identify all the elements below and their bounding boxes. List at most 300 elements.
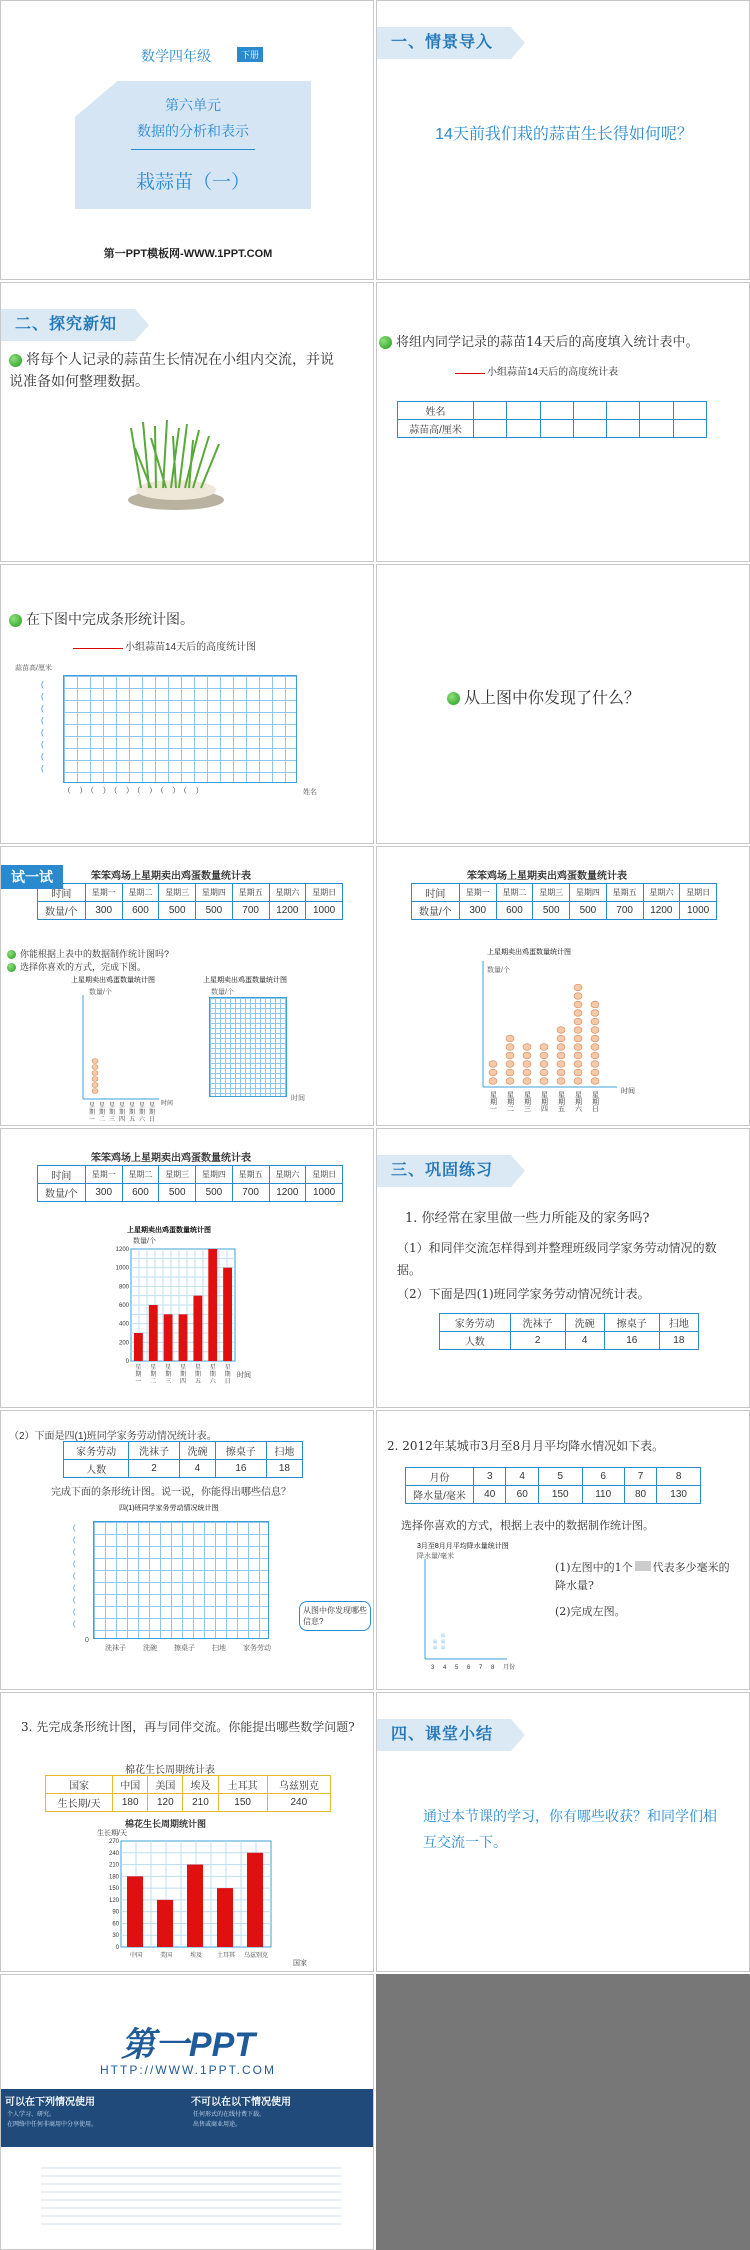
egg-value: 1200: [269, 1184, 306, 1202]
cotton-chart-title: 棉花生长周期统计图: [125, 1819, 207, 1829]
y-tick-label: 270: [108, 1839, 119, 1845]
bullet-icon: [9, 354, 22, 367]
bar: [193, 1296, 202, 1361]
egg-day: 星期日: [680, 884, 717, 902]
egg-value: 500: [196, 902, 233, 920]
x-tick-label: 3: [431, 1665, 435, 1671]
egg-icon: [574, 1078, 582, 1085]
slide-practice[interactable]: [376, 1128, 750, 1408]
egg-pictograph-small: [79, 995, 199, 1125]
slide-intro[interactable]: [376, 0, 750, 280]
practice-p2: （2）下面是四(1)班同学家务劳动情况统计表。: [397, 1287, 650, 1301]
slide-try[interactable]: [0, 846, 374, 1126]
x-tick-label: 星期日: [224, 1365, 231, 1385]
chores-table: [439, 1313, 699, 1350]
egg-icon: [523, 1061, 531, 1068]
egg-icon: [591, 1027, 599, 1034]
grade-label: 数学四年级: [141, 48, 211, 64]
egg-day: 星期一: [85, 1166, 122, 1184]
egg-qty-header: 数量/个: [38, 1184, 86, 1202]
chores-col: 洗碗: [565, 1314, 604, 1332]
chores-col: 扫地: [266, 1442, 302, 1460]
pictograph-title: 上星期卖出鸡蛋数量统计图: [487, 949, 571, 956]
egg-icon: [591, 1001, 599, 1008]
record-text: 将组内同学记录的蒜苗14天后的高度填入统计表中。: [396, 335, 699, 350]
summary-text: 通过本节课的学习，你有哪些收获？和同学们相互交流一下。: [423, 1808, 717, 1850]
blank-grid-small: [209, 997, 287, 1097]
rain-cell: 80: [624, 1486, 656, 1504]
rain-cell: 150: [538, 1486, 582, 1504]
egg-qty-header: 数量/个: [38, 902, 86, 920]
egg-day: 星期二: [496, 884, 533, 902]
svg-text:雨: 雨: [433, 1645, 437, 1650]
egg-time-header: 时间: [412, 884, 460, 902]
chores-val: 4: [565, 1332, 604, 1350]
egg-icon: [574, 1010, 582, 1017]
egg-day: 星期四: [570, 884, 607, 902]
link-list: [41, 2161, 341, 2231]
chores-col: 洗袜子: [510, 1314, 565, 1332]
egg-table-title: 笨笨鸡场上星期卖出鸡蛋数量统计表: [91, 1153, 251, 1164]
practice-p1: （1）和同伴交流怎样得到并整理班级同学家务劳动情况的数据。: [397, 1241, 717, 1277]
egg-value: 500: [196, 1184, 233, 1202]
egg-icon: [591, 1052, 599, 1059]
egg-icon: [557, 1078, 565, 1085]
slide-bar-exercise[interactable]: [0, 564, 374, 844]
slide-rainfall[interactable]: [376, 1410, 750, 1690]
chores-val: 16: [216, 1460, 267, 1478]
cotton-col: 土耳其: [218, 1776, 267, 1794]
egg-day: 星期三: [533, 884, 570, 902]
egg-value: 1200: [643, 902, 680, 920]
egg-day: 星期六: [269, 1166, 306, 1184]
slide-summary[interactable]: [376, 1692, 750, 1972]
egg-day: 星期二: [122, 884, 159, 902]
egg-icon: [591, 1078, 599, 1085]
slide-title[interactable]: [0, 0, 374, 280]
bullet-icon: [9, 614, 22, 627]
bullet-icon: [379, 336, 392, 349]
gridchart-xlabel: 时间: [291, 1095, 305, 1102]
bar: [208, 1249, 217, 1361]
egg-icon: [574, 1061, 582, 1068]
bullet-icon: [447, 692, 460, 705]
rain-cell: 130: [657, 1486, 701, 1504]
y-tick-label: 180: [108, 1874, 119, 1881]
cannot-use-1: 任何形式的在线付费下载。: [193, 2112, 266, 2118]
egg-icon: [574, 1018, 582, 1025]
x-tick-label: 星期一: [135, 1365, 142, 1385]
rain-cell: 110: [582, 1486, 624, 1504]
month-cell: 3: [474, 1468, 506, 1486]
practice-q1: 1. 你经常在家里做一些力所能及的家务吗?: [405, 1211, 650, 1226]
empty-panel: [376, 1974, 750, 2250]
egg-icon: [540, 1078, 548, 1085]
rain-chart-title: 3月至8月月平均降水量统计图: [417, 1543, 509, 1550]
egg-icon: [574, 984, 582, 991]
x-tick-label: 7: [479, 1665, 483, 1671]
section-tag: 一、情景导入: [377, 27, 511, 59]
garlic-sprouts-image: [121, 418, 231, 513]
egg-time-header: 时间: [38, 884, 86, 902]
slide-cotton[interactable]: [0, 1692, 374, 1972]
y-tick-label: 30: [112, 1933, 119, 1940]
chores-blank-grid: [93, 1521, 269, 1639]
egg-icon: [557, 1052, 565, 1059]
try-tag: 试一试: [1, 865, 63, 889]
egg-value: 600: [122, 902, 159, 920]
egg-day: 星期四: [196, 884, 233, 902]
egg-value: 500: [570, 902, 607, 920]
egg-icon: [591, 1069, 599, 1076]
y-tick-label: 0: [115, 1945, 119, 1951]
egg-table: [37, 883, 343, 920]
egg-icon: [574, 1069, 582, 1076]
cotton-val: 240: [267, 1794, 330, 1812]
chores-x-labels: [105, 1643, 345, 1653]
egg-day: 星期六: [643, 884, 680, 902]
egg-icon: [557, 1069, 565, 1076]
egg-bar-chart: [101, 1233, 301, 1403]
chores-val: 18: [266, 1460, 302, 1478]
y-tick-label: 0: [125, 1359, 129, 1365]
slide-explore[interactable]: [0, 282, 374, 562]
egg-day: 星期六: [269, 884, 306, 902]
x-tick-label: 8: [491, 1665, 495, 1671]
slide-egg-bar[interactable]: [0, 1128, 374, 1408]
x-tick-label: 星期六: [139, 1103, 146, 1123]
egg-value: 300: [459, 902, 496, 920]
chart-title: 小组蒜苗14天后的高度统计图: [125, 642, 257, 653]
x-tick-label: 埃及: [189, 1953, 203, 1959]
cotton-val: 生长期/天: [46, 1794, 113, 1812]
rain-ylabel: 降水量/毫米: [417, 1553, 454, 1560]
y-tick-label: 120: [108, 1897, 119, 1904]
cannot-use-2: 出售或商业用途。: [193, 2122, 242, 2128]
cotton-val: 120: [148, 1794, 183, 1812]
egg-table-title: 笨笨鸡场上星期卖出鸡蛋数量统计表: [467, 871, 627, 882]
x-tick-label: 星期五: [558, 1092, 565, 1113]
rain-cell: 60: [506, 1486, 538, 1504]
brand-logo: 第一PPT: [120, 2026, 256, 2064]
egg-icon: [523, 1044, 531, 1051]
egg-icon: [591, 1044, 599, 1051]
egg-value: 600: [496, 902, 533, 920]
chores-x-label: 擦桌子: [174, 1645, 195, 1652]
egg-value: 1000: [680, 902, 717, 920]
egg-icon: [506, 1069, 514, 1076]
x-tick-label: 星期三: [109, 1103, 116, 1123]
svg-text:生长期/天: 生长期/天: [97, 1830, 127, 1837]
section-tag: 三、巩固练习: [377, 1155, 511, 1187]
slide-record-table[interactable]: [376, 282, 750, 562]
egg-icon: [574, 1035, 582, 1042]
pictograph-ylabel: 数量/个: [487, 967, 510, 974]
egg-icon: [523, 1069, 531, 1076]
x-axis-label: 姓名: [303, 789, 317, 796]
chores-x-label: 洗袜子: [105, 1645, 126, 1652]
egg-icon: [574, 1052, 582, 1059]
egg-value: 500: [533, 902, 570, 920]
egg-table: [411, 883, 717, 920]
x-tick-label: 星期三: [165, 1365, 172, 1385]
cotton-bar-chart: [97, 1827, 317, 1972]
egg-icon: [523, 1052, 531, 1059]
cotton-val: 150: [218, 1794, 267, 1812]
egg-value: 300: [85, 1184, 122, 1202]
chores-col: 家务劳动: [64, 1442, 129, 1460]
y-tick-label: 150: [108, 1886, 119, 1893]
egg-day: 星期一: [85, 884, 122, 902]
x-tick-label: 星期日: [149, 1103, 156, 1123]
egg-value: 700: [606, 902, 643, 920]
chores-x-label: 家务劳动: [243, 1645, 271, 1652]
bar: [187, 1865, 203, 1947]
x-tick-label: 土耳其: [216, 1953, 236, 1959]
month-cell: 4: [506, 1468, 538, 1486]
bar: [134, 1333, 143, 1361]
month-cell: 5: [538, 1468, 582, 1486]
egg-icon: [489, 1078, 497, 1085]
cotton-col: 埃及: [183, 1776, 218, 1794]
svg-text:时间: 时间: [621, 1088, 635, 1095]
x-blanks: （ ）（ ）（ ）（ ）（ ）（ ）: [63, 786, 207, 795]
svg-text:国家: 国家: [293, 1960, 307, 1967]
x-tick-label: 星期五: [194, 1365, 201, 1385]
rain-note1b: 代表多少毫米的降水量?: [555, 1561, 730, 1592]
x-tick-label: 美国: [159, 1953, 173, 1959]
cotton-col: 美国: [148, 1776, 183, 1794]
slide-chores-chart[interactable]: （2）下面是四(1)班同学家务劳动情况统计表。 家务劳动 洗袜子 洗碗 擦桌子 扫地 人数 2 4 16 18 完成下面的条形统计图。说一说，你能得出哪些信息？ 四(1)班同学家务劳动情况统计图 ( ( ( ( ( ( ( ( ( 0 洗袜子 洗碗 擦桌子 扫地 家务劳动 从图中你发现哪些信息?: [0, 1410, 374, 1690]
chores-col: 洗袜子: [129, 1442, 180, 1460]
egg-icon: [540, 1069, 548, 1076]
blank-line: [73, 648, 123, 649]
egg-value: 700: [232, 902, 269, 920]
cotton-col: 乌兹别克: [267, 1776, 330, 1794]
egg-icon: [506, 1078, 514, 1085]
egg-icon: [540, 1061, 548, 1068]
x-tick-label: 星期二: [507, 1092, 514, 1113]
can-use-2: 在网络中任何非商用中分享使用。: [7, 2122, 98, 2128]
x-tick-label: 星期二: [150, 1365, 157, 1385]
egg-value: 500: [159, 902, 196, 920]
egg-icon: [506, 1061, 514, 1068]
svg-text:雨: 雨: [441, 1639, 445, 1644]
x-tick-label: 星期日: [592, 1092, 599, 1113]
rain-note2: (2)完成左图。: [555, 1605, 626, 1618]
intro-question: 14天前我们栽的蒜苗生长得如何呢？: [435, 126, 693, 143]
chores-x-label: 扫地: [212, 1645, 226, 1652]
try-q1: 你能根据上表中的数据制作统计图吗?: [20, 949, 170, 959]
name-header: 姓名: [398, 402, 474, 420]
x-tick-label: 星期一: [490, 1092, 497, 1113]
chores-col: 洗碗: [179, 1442, 215, 1460]
chores-chart-title: 四(1)班同学家务劳动情况统计图: [119, 1505, 219, 1512]
chores-col: 家务劳动: [440, 1314, 511, 1332]
chores-table: [63, 1441, 303, 1478]
egg-day: 星期一: [459, 884, 496, 902]
rain-note1a: (1)左图中的1个: [555, 1561, 633, 1574]
svg-text:数量/个: 数量/个: [133, 1238, 156, 1245]
pictograph-title: 上星期卖出鸡蛋数量统计图: [71, 977, 155, 984]
egg-icon: [574, 1001, 582, 1008]
rain-table: 月份 3 4 5 6 7 8 降水量/毫米 40 60 150 110 80 130: [405, 1467, 701, 1504]
egg-icon: [540, 1052, 548, 1059]
rain-chart: [417, 1559, 527, 1679]
cotton-question: 3. 先完成条形统计图，再与同伴交流。你能提出哪些数学问题?: [21, 1720, 355, 1734]
egg-icon: [506, 1052, 514, 1059]
chores-val: 2: [510, 1332, 565, 1350]
explore-text: 将每个人记录的蒜苗生长情况在小组内交流，并说说准备如何整理数据。: [9, 352, 334, 390]
egg-value: 700: [232, 1184, 269, 1202]
section-tag: 二、探究新知: [1, 309, 135, 341]
chores-col: 扫地: [659, 1314, 698, 1332]
bar: [247, 1853, 263, 1947]
svg-text:月份: 月份: [503, 1665, 516, 1671]
egg-icon: [574, 1044, 582, 1051]
cotton-val: 180: [113, 1794, 148, 1812]
x-tick-label: 5: [455, 1665, 459, 1671]
egg-day: 星期五: [606, 884, 643, 902]
section-tag: 四、课堂小结: [377, 1719, 511, 1751]
egg-day: 星期五: [232, 1166, 269, 1184]
egg-icon: [591, 1061, 599, 1068]
y-blanks: ( ( ( ( ( ( ( (: [41, 680, 44, 773]
bullet-icon: [7, 950, 16, 959]
bullet-icon: [7, 963, 16, 972]
chores-col: 擦桌子: [604, 1314, 659, 1332]
egg-day: 星期三: [159, 1166, 196, 1184]
rain-cell: 40: [474, 1486, 506, 1504]
egg-icon: [574, 993, 582, 1000]
slide-pictograph[interactable]: [376, 846, 750, 1126]
brand-url[interactable]: HTTP://WWW.1PPT.COM: [100, 2063, 276, 2077]
slide-discover[interactable]: [376, 564, 750, 844]
egg-value: 1200: [269, 902, 306, 920]
chores-val: 人数: [440, 1332, 511, 1350]
chores-val: 2: [129, 1460, 180, 1478]
egg-day: 星期四: [196, 1166, 233, 1184]
egg-bar-title: 上星期卖出鸡蛋数量统计图: [127, 1227, 211, 1234]
egg-icon: [523, 1078, 531, 1085]
month-cell: 8: [657, 1468, 701, 1486]
gridchart-ylabel: 数量/个: [211, 989, 234, 996]
x-tick-label: 6: [467, 1665, 471, 1671]
svg-text:时间: 时间: [161, 1101, 174, 1107]
blank-grid: [63, 675, 297, 783]
x-tick-label: 星期一: [89, 1103, 96, 1123]
x-tick-label: 星期三: [524, 1092, 531, 1113]
egg-value: 300: [85, 902, 122, 920]
egg-value: 600: [122, 1184, 159, 1202]
try-q2: 选择你喜欢的方式，完成下图。: [20, 962, 147, 972]
egg-value: 1000: [306, 902, 343, 920]
slide-brand[interactable]: [0, 1974, 374, 2250]
svg-text:雨: 雨: [441, 1633, 445, 1638]
egg-icon: [574, 1027, 582, 1034]
rain-question: 2. 2012年某城市3月至8月月平均降水情况如下表。: [387, 1439, 665, 1453]
x-tick-label: 星期六: [575, 1092, 582, 1113]
y-tick-label: 600: [118, 1303, 129, 1309]
y-tick-label: 240: [108, 1850, 119, 1857]
lesson-title: 栽蒜苗（一）: [135, 172, 250, 193]
y-tick-label: 210: [108, 1862, 119, 1869]
egg-icon: [506, 1044, 514, 1051]
rain-text: 选择你喜欢的方式，根据上表中的数据制作统计图。: [401, 1519, 654, 1532]
cotton-col: 中国: [113, 1776, 148, 1794]
chores-text: 完成下面的条形统计图。说一说，你能得出哪些信息？: [51, 1487, 291, 1498]
can-use-title: 可以在下列情况使用: [5, 2097, 95, 2108]
egg-pictograph: [477, 957, 657, 1117]
egg-day: 星期二: [122, 1166, 159, 1184]
egg-icon: [557, 1044, 565, 1051]
volume-badge: 下册: [237, 47, 263, 62]
height-header: 蒜苗高/厘米: [398, 420, 474, 438]
exercise-text: 在下图中完成条形统计图。: [26, 612, 194, 628]
x-tick-label: 4: [443, 1665, 447, 1671]
egg-table-title: 笨笨鸡场上星期卖出鸡蛋数量统计表: [91, 871, 251, 882]
egg-icon: [557, 1035, 565, 1042]
egg-value: 500: [159, 1184, 196, 1202]
chores-col: 擦桌子: [216, 1442, 267, 1460]
title-divider: [131, 149, 255, 150]
pictograph-ylabel: 数量/个: [89, 989, 112, 996]
chores-x-label: 洗碗: [143, 1645, 157, 1652]
egg-day: 星期三: [159, 884, 196, 902]
cotton-col: 国家: [46, 1776, 113, 1794]
x-tick-label: 星期五: [129, 1103, 136, 1123]
svg-text:雨: 雨: [441, 1645, 445, 1650]
bar: [179, 1314, 188, 1361]
egg-value: 1000: [306, 1184, 343, 1202]
egg-icon: [591, 1035, 599, 1042]
egg-day: 星期日: [306, 1166, 343, 1184]
egg-icon: [557, 1027, 565, 1034]
egg-table: [37, 1165, 343, 1202]
unit-label: 第六单元: [165, 97, 221, 113]
egg-icon: [540, 1044, 548, 1051]
can-use-1: 个人学习、研究。: [7, 2112, 56, 2118]
y-axis-label: 蒜苗高/厘米: [15, 665, 52, 672]
rain-icon: [635, 1561, 651, 1571]
y-tick-label: 90: [112, 1909, 119, 1916]
egg-time-header: 时间: [38, 1166, 86, 1184]
y-tick-label: 1200: [115, 1247, 129, 1253]
cotton-val: 210: [183, 1794, 218, 1812]
x-tick-label: 星期四: [541, 1092, 548, 1113]
x-tick-label: 中国: [129, 1953, 143, 1959]
speech-bubble: 从图中你发现哪些信息?: [299, 1601, 371, 1631]
bar: [127, 1876, 143, 1947]
bar: [164, 1314, 173, 1361]
y-tick-label: 800: [118, 1284, 129, 1291]
blank-line: [455, 373, 485, 374]
y-tick-label: 400: [118, 1321, 129, 1328]
egg-icon: [557, 1061, 565, 1068]
egg-icon: [489, 1069, 497, 1076]
x-tick-label: 星期二: [99, 1103, 106, 1123]
y-tick-label: 200: [118, 1340, 129, 1347]
bar: [223, 1268, 232, 1361]
chores-y-blanks: ( ( ( ( ( ( ( ( (: [73, 1525, 76, 1628]
cotton-table: [45, 1775, 331, 1812]
height-table: [397, 401, 707, 438]
bar: [217, 1888, 233, 1947]
svg-text:时间: 时间: [237, 1372, 251, 1379]
y-tick-label: 1000: [115, 1265, 129, 1272]
x-tick-label: 星期六: [209, 1365, 216, 1385]
month-cell: 6: [582, 1468, 624, 1486]
